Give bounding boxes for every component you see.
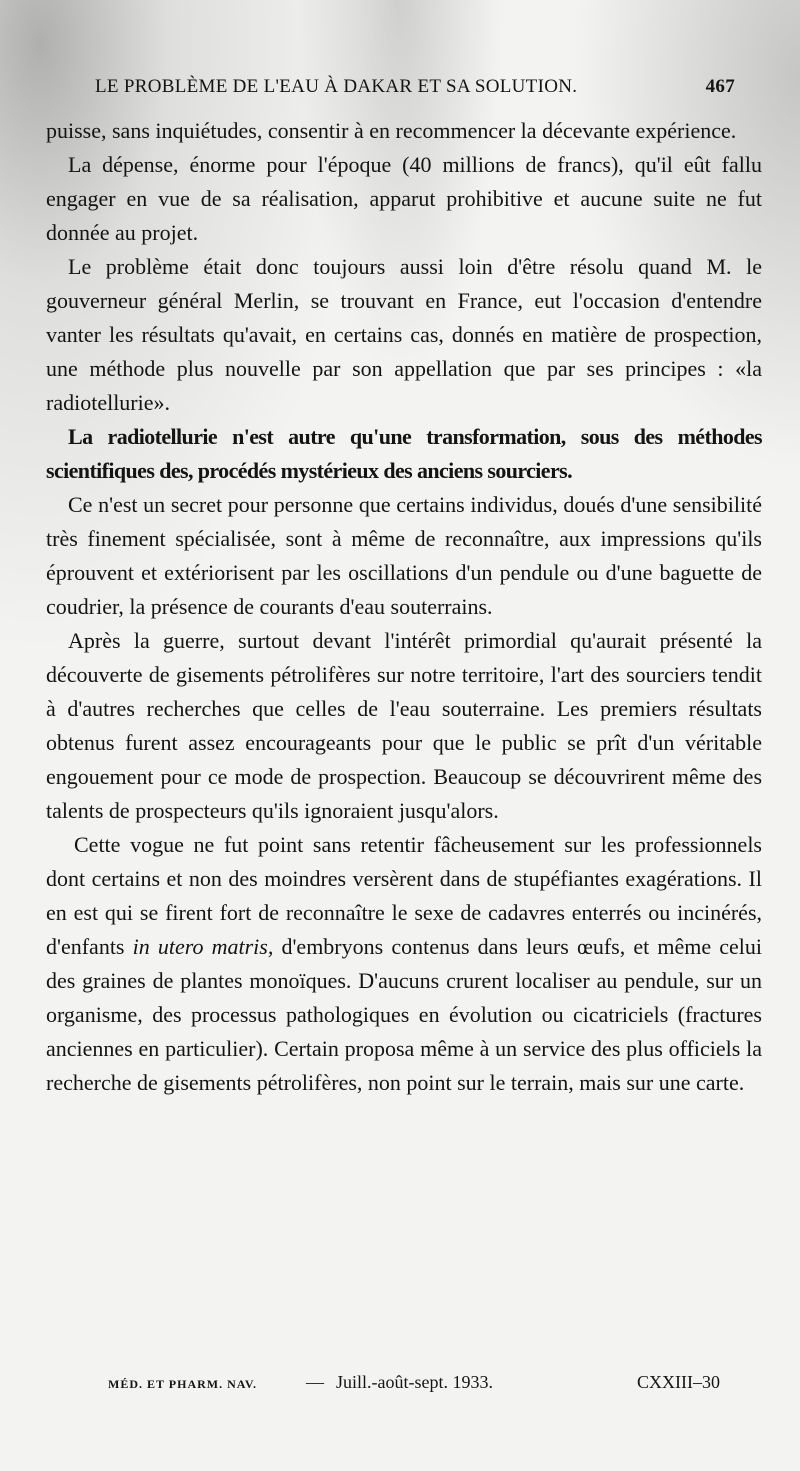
signature-mark: CXXIII–30	[637, 1372, 720, 1392]
paragraph-secret: Ce n'est un secret pour personne que certains individus, doués d'une sensibilité très finement spécialisée, sont à même de reconnaître, aux impressions qu'ils éprouvent et extériorisent par les oscillations d'un pendule ou d'une baguette de coudrier, la présence de courants d'eau souterrains.	[46, 492, 762, 619]
paragraph-problem: Le problème était donc toujours aussi loin d'être résolu quand M. le gouverneur général Merlin, se trouvant en France, eut l'occasion d'entendre vanter les résultats qu'avait, en certains cas, donnés en matière de prospection, une méthode plus nouvelle par son appellation que par ses principes : «la radiotellurie».	[46, 254, 762, 415]
paragraph-continued: puisse, sans inquiétudes, consentir à en recommencer la décevante expérience.	[46, 118, 737, 143]
journal-abbreviation: MÉD. ET PHARM. NAV.	[108, 1377, 258, 1391]
latin-phrase: in utero matris,	[132, 934, 274, 959]
paragraph-radiotellurie: La radiotellurie n'est autre qu'une transformation, sous des méthodes scientifiques des, procédés mystérieux des anciens sourciers.	[46, 424, 762, 483]
page-footer	[108, 1372, 720, 1400]
paragraph-vogue-part1: Cette vogue ne fut point sans retentir fâcheusement sur les professionnels dont certains et non des moindres versèrent dans de stupéfiantes exagérations. Il en est qui se firent fort de reconnaître le sexe de cadavres enterrés ou incinérés, d'enfants	[46, 832, 762, 959]
running-title: LE PROBLÈME DE L'EAU À DAKAR ET SA SOLUTION.	[95, 76, 578, 97]
paragraph-vogue	[46, 828, 762, 1100]
paragraph-after-war: Après la guerre, surtout devant l'intérêt primordial qu'aurait présenté la découverte de gisements pétrolifères sur notre territoire, l'art des sourciers tendit à d'autres recherches que celles de l'eau souterraine. Les premiers résultats obtenus furent assez encourageants pour que le public se prît d'un véritable engouement pour ce mode de prospection. Beaucoup se découvrirent même des talents de prospecteurs qu'ils ignoraient jusqu'alors.	[46, 628, 762, 823]
issue-date: Juill.-août-sept. 1933.	[336, 1372, 493, 1392]
paragraph-vogue-part2: d'embryons contenus dans leurs œufs, et même celui des graines de plantes monoïques. D'aucuns crurent localiser au pendule, sur un organisme, des processus pathologiques en évolution ou cicatriciels (fractures anciennes en particulier). Certain proposa même à un service des plus officiels la recherche de gisements pétrolifères, non point sur le terrain, mais sur une carte.	[46, 934, 762, 1095]
running-head	[95, 76, 735, 102]
body-text	[46, 114, 762, 1100]
paragraph-expense: La dépense, énorme pour l'époque (40 millions de francs), qu'il eût fallu engager en vue de sa réalisation, apparut prohibitive et aucune suite ne fut donnée au projet.	[46, 152, 762, 245]
page-number: 467	[705, 76, 735, 97]
footer-dash: —	[306, 1372, 324, 1392]
